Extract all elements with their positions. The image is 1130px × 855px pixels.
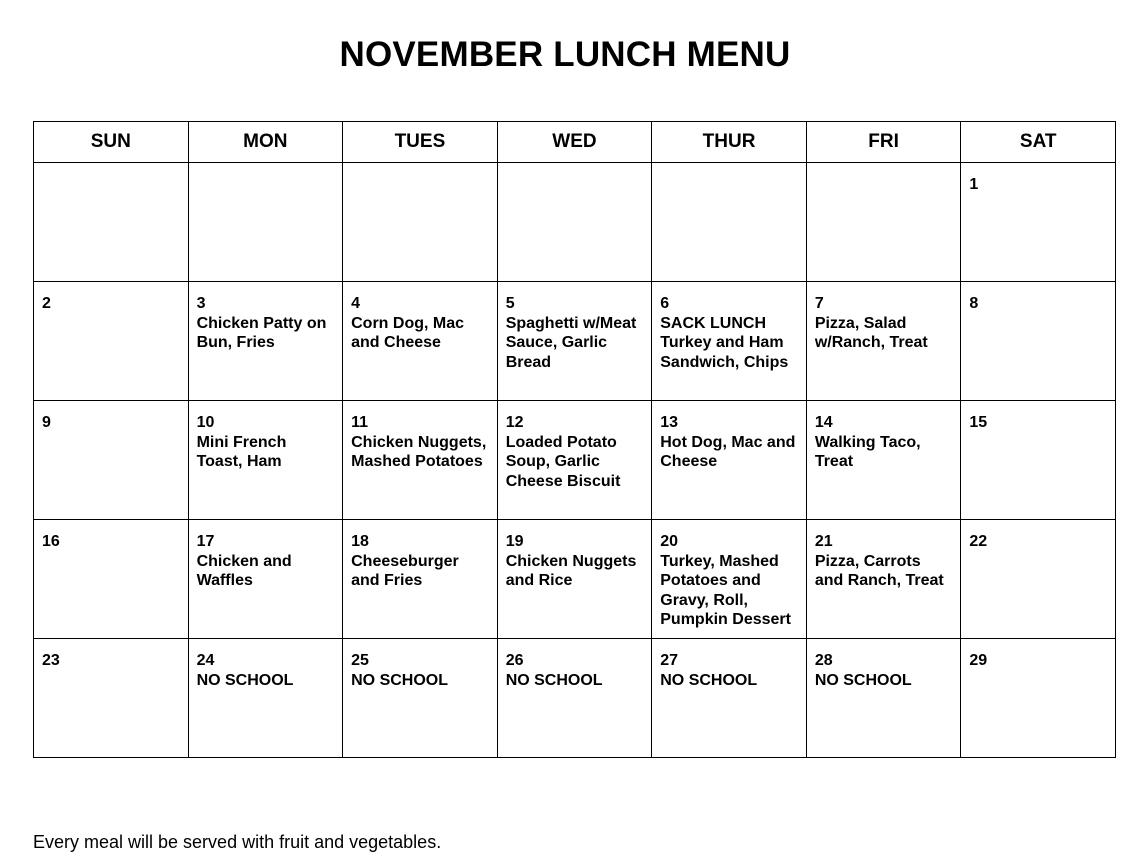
meal-text: NO SCHOOL <box>660 671 758 689</box>
day-number: 14 <box>814 414 833 431</box>
day-cell <box>497 401 652 520</box>
day-number: 22 <box>969 533 988 550</box>
day-cell <box>961 520 1116 639</box>
meal-text: SACK LUNCH Turkey and Ham Sandwich, Chips <box>660 314 789 371</box>
day-cell <box>497 520 652 639</box>
week-row <box>34 639 1116 758</box>
day-cell <box>806 520 961 639</box>
meal-text: Chicken Nuggets and Rice <box>505 552 637 589</box>
day-cell <box>34 163 189 282</box>
day-cell <box>188 639 343 758</box>
day-cell <box>343 163 498 282</box>
weekday-header-thur: THUR <box>652 122 807 163</box>
day-cell <box>343 520 498 639</box>
day-cell <box>34 520 189 639</box>
meal-text: Chicken Patty on Bun, Fries <box>196 314 327 351</box>
day-number: 17 <box>196 533 215 550</box>
day-cell <box>806 163 961 282</box>
day-number: 10 <box>196 414 215 431</box>
day-cell <box>34 639 189 758</box>
day-number: 25 <box>351 652 369 669</box>
day-number: 19 <box>505 533 524 550</box>
weekday-header-tues: TUES <box>343 122 498 163</box>
day-cell <box>961 401 1116 520</box>
meal-text: NO SCHOOL <box>351 671 449 689</box>
day-number: 23 <box>42 652 60 669</box>
weekday-header-wed: WED <box>497 122 652 163</box>
day-number: 1 <box>969 176 979 193</box>
day-number: 29 <box>969 652 988 669</box>
day-cell <box>652 639 807 758</box>
day-cell <box>343 401 498 520</box>
day-cell <box>652 163 807 282</box>
meal-text: Pizza, Salad w/Ranch, Treat <box>814 314 928 351</box>
day-number: 8 <box>969 295 979 312</box>
lunch-calendar <box>33 121 1116 758</box>
day-cell <box>34 401 189 520</box>
day-cell <box>188 520 343 639</box>
day-number: 11 <box>351 414 369 431</box>
day-cell <box>343 282 498 401</box>
day-cell <box>806 401 961 520</box>
day-number: 9 <box>42 414 51 431</box>
day-cell <box>806 639 961 758</box>
day-number: 28 <box>814 652 833 669</box>
day-cell <box>188 282 343 401</box>
weekday-header-mon: MON <box>188 122 343 163</box>
day-number: 7 <box>814 295 824 312</box>
day-number: 5 <box>505 295 515 312</box>
day-cell <box>961 282 1116 401</box>
day-number: 16 <box>42 533 60 550</box>
meal-text: Cheeseburger and Fries <box>351 552 459 589</box>
day-cell <box>497 639 652 758</box>
weekday-header-row <box>34 122 1116 163</box>
day-number: 13 <box>660 414 679 431</box>
day-cell <box>497 282 652 401</box>
meal-text: Mini French Toast, Ham <box>196 433 287 470</box>
day-number: 6 <box>660 295 670 312</box>
day-number: 2 <box>42 295 51 312</box>
day-number: 18 <box>351 533 369 550</box>
day-cell <box>188 163 343 282</box>
day-number: 4 <box>351 295 361 312</box>
day-number: 15 <box>969 414 988 431</box>
weekday-header-fri: FRI <box>806 122 961 163</box>
weekday-header-sat: SAT <box>961 122 1116 163</box>
day-cell <box>652 520 807 639</box>
day-cell <box>188 401 343 520</box>
day-cell <box>961 639 1116 758</box>
day-cell <box>652 282 807 401</box>
day-cell <box>34 282 189 401</box>
day-cell <box>961 163 1116 282</box>
meal-text: Loaded Potato Soup, Garlic Cheese Biscuit <box>505 433 621 490</box>
day-number: 21 <box>814 533 833 550</box>
meal-text: Corn Dog, Mac and Cheese <box>351 314 465 351</box>
meal-text: Spaghetti w/Meat Sauce, Garlic Bread <box>505 314 637 371</box>
week-row <box>34 520 1116 639</box>
meal-text: Pizza, Carrots and Ranch, Treat <box>814 552 944 589</box>
week-row <box>34 163 1116 282</box>
footer-note: Every meal will be served with fruit and vegetables. <box>33 832 442 852</box>
meal-text: Chicken and Waffles <box>196 552 292 589</box>
week-row <box>34 282 1116 401</box>
page-title: NOVEMBER LUNCH MENU <box>339 35 791 74</box>
weekday-header-sun: SUN <box>34 122 189 163</box>
meal-text: Hot Dog, Mac and Cheese <box>660 433 796 470</box>
day-cell <box>497 163 652 282</box>
day-number: 12 <box>505 414 524 431</box>
meal-text: Chicken Nuggets, Mashed Potatoes <box>351 433 487 470</box>
day-number: 20 <box>660 533 679 550</box>
day-number: 27 <box>660 652 679 669</box>
week-row <box>34 401 1116 520</box>
calendar-body <box>34 163 1116 758</box>
day-cell <box>652 401 807 520</box>
day-cell <box>343 639 498 758</box>
meal-text: NO SCHOOL <box>196 671 294 689</box>
day-cell <box>806 282 961 401</box>
day-number: 24 <box>196 652 215 669</box>
day-number: 26 <box>505 652 524 669</box>
meal-text: NO SCHOOL <box>505 671 603 689</box>
meal-text: Turkey, Mashed Potatoes and Gravy, Roll, Pumpkin Dessert <box>660 552 791 628</box>
meal-text: Walking Taco, Treat <box>814 433 921 470</box>
day-number: 3 <box>196 295 206 312</box>
meal-text: NO SCHOOL <box>814 671 912 689</box>
